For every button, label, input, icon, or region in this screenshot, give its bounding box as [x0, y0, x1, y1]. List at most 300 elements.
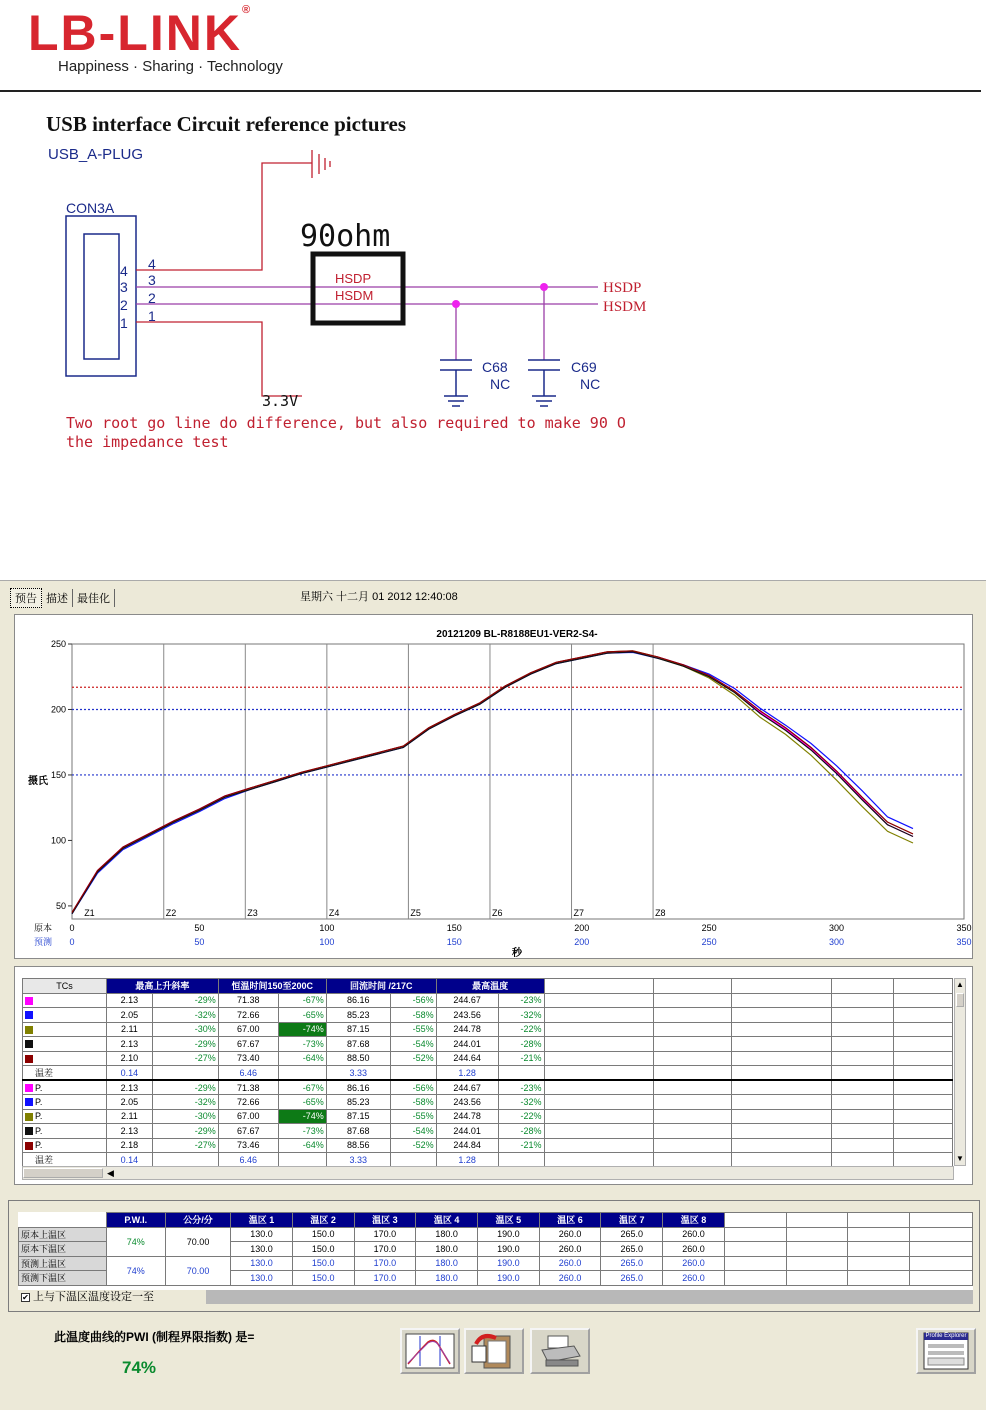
stats-empty-cell	[832, 1008, 894, 1023]
stats-cell: -54%	[390, 1037, 436, 1052]
stats-vscrollbar[interactable]	[954, 978, 966, 1166]
stats-row[interactable]	[23, 1051, 953, 1066]
zone-empty-cell	[910, 1242, 973, 1257]
stats-row[interactable]	[23, 1080, 953, 1095]
stats-cell: 2.13	[106, 1080, 152, 1095]
zone-row-label: 原本上温区	[19, 1227, 107, 1242]
stats-empty-cell	[893, 1124, 952, 1139]
c69-capacitor	[528, 360, 560, 406]
print-button[interactable]	[530, 1328, 590, 1374]
stats-cell: -74%	[278, 1109, 326, 1124]
stats-empty-cell	[732, 1022, 832, 1037]
zone-temp-cell[interactable]: 190.0	[477, 1271, 539, 1286]
zone-temp-cell[interactable]: 190.0	[477, 1242, 539, 1257]
pin-num-3: 3	[120, 279, 128, 295]
zone-empty-cell	[786, 1256, 848, 1271]
zone-header-3: 温区 1	[231, 1213, 293, 1228]
stats-row-label-cell	[23, 1022, 107, 1037]
stats-empty-cell	[893, 993, 952, 1008]
stats-cell: -27%	[152, 1138, 218, 1153]
stats-header-3: 回流时间 /217C	[326, 979, 436, 994]
stats-cell	[390, 1066, 436, 1081]
stats-cell: 6.46	[218, 1066, 278, 1081]
series-swatch	[25, 1127, 33, 1135]
stats-empty-cell	[544, 1051, 654, 1066]
stats-empty-cell	[654, 1153, 732, 1167]
stats-empty-cell	[732, 1008, 832, 1023]
stats-cell	[152, 1066, 218, 1081]
zone-temp-cell[interactable]: 190.0	[477, 1227, 539, 1242]
series-swatch	[25, 1142, 33, 1150]
pwi-value: 74%	[122, 1358, 157, 1377]
stats-row[interactable]	[23, 1066, 953, 1081]
stats-row[interactable]	[23, 1138, 953, 1153]
x-tick-label: 150	[446, 923, 462, 933]
stats-header-2: 恒温时间150至200C	[218, 979, 326, 994]
stats-row-label: P.	[35, 1096, 43, 1107]
pwi-caption: 此温度曲线的PWI (制程界限指数) 是=	[54, 1330, 255, 1344]
profile-explorer-label: Profile Explorer	[925, 1333, 967, 1339]
stats-cell: 67.00	[218, 1109, 278, 1124]
stats-empty-cell	[832, 1124, 894, 1139]
zone-option-bar	[18, 1290, 973, 1304]
zone-temp-cell[interactable]: 180.0	[416, 1227, 478, 1242]
stats-cell: 86.16	[326, 1080, 390, 1095]
tagline: Happiness · Sharing · Technology	[58, 58, 283, 75]
circuit-title: USB interface Circuit reference pictures	[46, 112, 407, 136]
stats-empty-cell	[544, 1109, 654, 1124]
zone-temp-cell[interactable]: 150.0	[292, 1242, 354, 1257]
stats-empty-cell	[732, 1138, 832, 1153]
x-tick-label: 50	[194, 923, 205, 933]
stats-cell: -64%	[278, 1138, 326, 1153]
stats-empty-cell	[832, 1080, 894, 1095]
box-hsdp: HSDP	[335, 271, 372, 286]
zone-pwi: 74%	[106, 1256, 165, 1285]
hscroll-thumb[interactable]	[23, 1168, 103, 1178]
x-tick-label-predicted: 350	[956, 937, 972, 947]
stats-empty-cell	[732, 1037, 832, 1052]
stats-cell	[390, 1153, 436, 1167]
series-swatch	[25, 997, 33, 1005]
zone-temp-cell[interactable]: 170.0	[354, 1271, 416, 1286]
zone-temp-cell[interactable]: 130.0	[231, 1227, 293, 1242]
zone-header-4: 温区 2	[292, 1213, 354, 1228]
stats-cell: 244.67	[436, 1080, 498, 1095]
stats-row-label: P.	[35, 1140, 43, 1151]
stats-empty-cell	[654, 1095, 732, 1110]
stats-empty-cell	[893, 1008, 952, 1023]
zone-temp-cell[interactable]: 190.0	[477, 1256, 539, 1271]
zone-temp-cell[interactable]: 130.0	[231, 1256, 293, 1271]
zone-label: Z8	[655, 908, 666, 918]
profile-graph-button[interactable]	[400, 1328, 460, 1374]
stats-cell: 72.66	[218, 1095, 278, 1110]
stats-cell: 1.28	[436, 1066, 498, 1081]
stats-cell: 67.00	[218, 1022, 278, 1037]
x-tick-label: 0	[69, 923, 75, 933]
stats-cell: -32%	[498, 1008, 544, 1023]
series-swatch	[25, 1113, 33, 1121]
c69-junction	[540, 283, 548, 291]
zone-pwi: 74%	[106, 1227, 165, 1256]
stats-row[interactable]	[23, 1153, 953, 1167]
stats-cell: 87.15	[326, 1022, 390, 1037]
stats-empty-cell	[832, 1109, 894, 1124]
stats-empty-cell	[544, 1080, 654, 1095]
zone-temp-cell[interactable]: 150.0	[292, 1227, 354, 1242]
zone-header-empty	[786, 1213, 848, 1228]
c68-capacitor	[440, 360, 472, 406]
stats-cell: 2.05	[106, 1008, 152, 1023]
stats-cell: -55%	[390, 1109, 436, 1124]
plot-area	[72, 644, 964, 919]
stats-cell: -22%	[498, 1022, 544, 1037]
zone-empty-cell	[724, 1256, 786, 1271]
header-divider	[0, 90, 981, 92]
stats-empty-cell	[544, 1066, 654, 1081]
stats-row-label: P.	[35, 1125, 43, 1136]
zone-label: Z3	[247, 908, 258, 918]
stats-empty-cell	[893, 1080, 952, 1095]
zone-temp-cell[interactable]: 180.0	[416, 1256, 478, 1271]
stats-empty-cell	[654, 1138, 732, 1153]
stats-row-label-cell	[23, 1153, 107, 1167]
stats-empty-cell	[544, 993, 654, 1008]
stats-cell: 2.05	[106, 1095, 152, 1110]
series-swatch	[25, 1055, 33, 1063]
x-tick-label-predicted: 250	[701, 937, 717, 947]
zone-temp-cell[interactable]: 130.0	[231, 1242, 293, 1257]
stats-row[interactable]	[23, 1124, 953, 1139]
clipboard-report-icon	[466, 1330, 522, 1372]
x-tick-label: 100	[319, 923, 335, 933]
stats-header-empty	[654, 979, 732, 994]
stats-empty-cell	[832, 1138, 894, 1153]
stats-cell: -56%	[390, 1080, 436, 1095]
stats-cell	[152, 1153, 218, 1167]
stats-empty-cell	[893, 1109, 952, 1124]
checkmark-icon[interactable]: ✔	[22, 1293, 29, 1302]
zone-empty-cell	[848, 1271, 910, 1286]
series-swatch	[25, 1011, 33, 1019]
zone-temp-cell[interactable]: 260.0	[539, 1227, 601, 1242]
zone-temp-cell[interactable]: 260.0	[539, 1256, 601, 1271]
stats-empty-cell	[654, 1080, 732, 1095]
stats-empty-cell	[654, 1008, 732, 1023]
zone-row[interactable]	[19, 1227, 973, 1242]
stats-empty-cell	[832, 1095, 894, 1110]
stats-row[interactable]	[23, 1095, 953, 1110]
zone-temp-cell[interactable]: 260.0	[663, 1271, 725, 1286]
stats-cell: -32%	[152, 1008, 218, 1023]
stats-row-label-cell	[23, 1051, 107, 1066]
stats-row-label-cell	[23, 1080, 107, 1095]
stats-cell: -32%	[498, 1095, 544, 1110]
c68-junction	[452, 300, 460, 308]
zone-temp-cell[interactable]: 170.0	[354, 1242, 416, 1257]
stats-cell: -65%	[278, 1095, 326, 1110]
stats-row-label-cell	[23, 1008, 107, 1023]
zone-label: Z5	[410, 908, 421, 918]
x-tick-label: 300	[829, 923, 845, 933]
zone-empty-cell	[724, 1227, 786, 1242]
pin-label-1: 1	[148, 308, 156, 324]
stats-cell: 1.28	[436, 1153, 498, 1167]
zone-table	[18, 1212, 973, 1286]
x-tick-label: 250	[701, 923, 717, 933]
stats-empty-cell	[654, 993, 732, 1008]
x-axis-label: 秒	[512, 948, 522, 959]
c69-ref: C69	[571, 359, 597, 375]
stats-empty-cell	[654, 1051, 732, 1066]
zone-header-8: 温区 6	[539, 1213, 601, 1228]
stats-cell: -74%	[278, 1022, 326, 1037]
impedance-label: 90ohm	[300, 219, 391, 254]
tab-bar	[10, 588, 115, 608]
zone-temp-cell[interactable]: 265.0	[601, 1256, 663, 1271]
stats-cell: -64%	[278, 1051, 326, 1066]
stats-empty-cell	[893, 1095, 952, 1110]
scroll-down-arrow-icon[interactable]: ▼	[956, 1154, 964, 1163]
stats-empty-cell	[732, 993, 832, 1008]
stats-cell: 71.38	[218, 993, 278, 1008]
stats-row-label: 温差	[35, 1068, 54, 1078]
zone-header-empty	[910, 1213, 973, 1228]
stats-cell: 85.23	[326, 1008, 390, 1023]
x-tick-label-predicted: 100	[319, 937, 335, 947]
stats-cell: -29%	[152, 993, 218, 1008]
zone-temp-cell[interactable]: 180.0	[416, 1242, 478, 1257]
stats-cell: -58%	[390, 1008, 436, 1023]
stats-cell: -28%	[498, 1124, 544, 1139]
tab-optimize[interactable]: 最佳化	[73, 589, 115, 607]
zone-speed[interactable]: 70.00	[166, 1227, 231, 1256]
zone-empty-cell	[786, 1271, 848, 1286]
pin-label-4: 4	[148, 256, 156, 272]
stats-header-empty	[832, 979, 894, 994]
stats-empty-cell	[544, 1095, 654, 1110]
stats-header-1: 最高上升斜率	[106, 979, 218, 994]
sync-zones-label: 上与下温区温度设定一至	[33, 1291, 154, 1303]
series-swatch	[25, 1040, 33, 1048]
zone-temp-cell[interactable]: 260.0	[539, 1271, 601, 1286]
stats-empty-cell	[544, 1008, 654, 1023]
zone-temp-cell[interactable]: 260.0	[663, 1256, 725, 1271]
zone-empty-cell	[848, 1256, 910, 1271]
scroll-left-arrow-icon[interactable]: ◀	[107, 1168, 114, 1178]
zone-label: Z7	[573, 908, 585, 918]
zone-header-empty	[724, 1213, 786, 1228]
stats-empty-cell	[893, 1022, 952, 1037]
stats-table	[22, 978, 953, 1166]
stats-cell: -67%	[278, 993, 326, 1008]
zone-row-label: 预测下温区	[19, 1271, 107, 1286]
zone-temp-cell[interactable]: 180.0	[416, 1271, 478, 1286]
stats-cell: 87.68	[326, 1124, 390, 1139]
x-tick-label-predicted: 0	[69, 937, 75, 947]
stats-cell: 2.13	[106, 993, 152, 1008]
stats-row[interactable]	[23, 1109, 953, 1124]
stats-cell: -73%	[278, 1124, 326, 1139]
profile-graph-icon	[402, 1330, 458, 1372]
stats-cell: 3.33	[326, 1066, 390, 1081]
zone-label: Z6	[491, 908, 503, 918]
tab-preview[interactable]: 预告	[10, 588, 42, 608]
stats-header-empty	[544, 979, 654, 994]
stats-header-empty	[893, 979, 952, 994]
stats-cell: 73.46	[218, 1138, 278, 1153]
stats-cell: 87.15	[326, 1109, 390, 1124]
zone-empty-cell	[848, 1242, 910, 1257]
box-hsdm: HSDM	[335, 288, 374, 303]
y-tick-label: 150	[50, 769, 66, 780]
stats-empty-cell	[832, 1037, 894, 1052]
printer-icon	[532, 1330, 588, 1372]
stats-cell: 2.13	[106, 1124, 152, 1139]
y-axis-label: 摄氏	[28, 776, 48, 787]
zone-empty-cell	[724, 1242, 786, 1257]
zone-row[interactable]	[19, 1256, 973, 1271]
zone-temp-cell[interactable]: 150.0	[292, 1271, 354, 1286]
stats-cell: 2.10	[106, 1051, 152, 1066]
stats-empty-cell	[544, 1138, 654, 1153]
stats-cell: 244.78	[436, 1109, 498, 1124]
stats-cell: 0.14	[106, 1153, 152, 1167]
chart-title: 20121209 BL-R8188EU1-VER2-S4-	[436, 629, 598, 640]
zone-label: Z2	[165, 908, 177, 918]
stats-cell: 2.11	[106, 1022, 152, 1037]
stats-row[interactable]	[23, 1022, 953, 1037]
stats-empty-cell	[832, 1153, 894, 1167]
stats-row-label: P.	[35, 1082, 43, 1093]
zone-speed[interactable]: 70.00	[166, 1256, 231, 1285]
c69-value: NC	[580, 376, 601, 392]
scroll-thumb[interactable]	[956, 993, 964, 1007]
x-tick-label-predicted: 150	[446, 937, 462, 947]
stats-header-4: 最高温度	[436, 979, 544, 994]
stats-cell: 67.67	[218, 1037, 278, 1052]
zone-header-2: 公分/分	[166, 1213, 231, 1228]
stats-empty-cell	[654, 1022, 732, 1037]
zone-header-10: 温区 8	[663, 1213, 725, 1228]
scroll-up-arrow-icon[interactable]: ▲	[956, 980, 964, 989]
stats-empty-cell	[732, 1080, 832, 1095]
stats-empty-cell	[832, 1051, 894, 1066]
stats-cell: -29%	[152, 1124, 218, 1139]
stats-empty-cell	[893, 1037, 952, 1052]
stats-cell: 244.01	[436, 1037, 498, 1052]
zone-temp-cell[interactable]: 260.0	[663, 1242, 725, 1257]
stats-cell: -65%	[278, 1008, 326, 1023]
stats-row-label-cell	[23, 1066, 107, 1081]
stats-cell: -30%	[152, 1109, 218, 1124]
stats-cell: -27%	[152, 1051, 218, 1066]
stats-row[interactable]	[23, 993, 953, 1008]
zone-temp-cell[interactable]: 265.0	[601, 1242, 663, 1257]
zone-temp-cell[interactable]: 260.0	[539, 1242, 601, 1257]
zone-temp-cell[interactable]: 265.0	[601, 1227, 663, 1242]
stats-empty-cell	[654, 1124, 732, 1139]
zone-header-empty	[848, 1213, 910, 1228]
zone-label: Z4	[328, 908, 340, 918]
stats-cell: -52%	[390, 1138, 436, 1153]
stats-empty-cell	[544, 1124, 654, 1139]
zone-empty-cell	[910, 1256, 973, 1271]
export-report-button[interactable]	[464, 1328, 524, 1374]
stats-cell: -29%	[152, 1080, 218, 1095]
stats-hscrollbar[interactable]	[22, 1166, 954, 1180]
stats-empty-cell	[732, 1124, 832, 1139]
stats-cell: 2.13	[106, 1037, 152, 1052]
stats-empty-cell	[732, 1051, 832, 1066]
stats-cell: -55%	[390, 1022, 436, 1037]
stats-row-label-cell	[23, 1109, 107, 1124]
x-tick-label-predicted: 200	[574, 937, 590, 947]
stats-cell: 3.33	[326, 1153, 390, 1167]
stats-empty-cell	[732, 1066, 832, 1081]
stats-empty-cell	[544, 1022, 654, 1037]
pin-num-4: 4	[120, 263, 128, 279]
zone-empty-cell	[724, 1271, 786, 1286]
stats-row-label: P.	[35, 1111, 43, 1122]
y-tick-label: 250	[50, 639, 66, 649]
profile-explorer-button[interactable]	[916, 1328, 976, 1374]
zone-temp-cell[interactable]: 170.0	[354, 1227, 416, 1242]
stats-cell: -21%	[498, 1138, 544, 1153]
zone-temp-cell[interactable]: 265.0	[601, 1271, 663, 1286]
zone-temp-cell[interactable]: 150.0	[292, 1256, 354, 1271]
stats-row-label-cell	[23, 1124, 107, 1139]
zone-row-label: 原本下温区	[19, 1242, 107, 1257]
vcc-wire	[136, 322, 302, 396]
tab-describe[interactable]: 描述	[42, 589, 73, 607]
stats-cell: -67%	[278, 1080, 326, 1095]
stats-cell: 243.56	[436, 1008, 498, 1023]
series-swatch	[25, 1026, 33, 1034]
zone-empty-cell	[910, 1271, 973, 1286]
stats-empty-cell	[654, 1037, 732, 1052]
stats-cell: 244.84	[436, 1138, 498, 1153]
stats-cell: -73%	[278, 1037, 326, 1052]
sync-zones-option[interactable]	[18, 1290, 206, 1304]
zone-header-7: 温区 5	[477, 1213, 539, 1228]
stats-header-empty	[732, 979, 832, 994]
ground-wire	[136, 163, 312, 270]
stats-empty-cell	[832, 1022, 894, 1037]
stats-empty-cell	[732, 1095, 832, 1110]
zone-temp-cell[interactable]: 170.0	[354, 1256, 416, 1271]
y-tick-label: 100	[50, 835, 66, 846]
stats-empty-cell	[893, 1138, 952, 1153]
stats-row[interactable]	[23, 1008, 953, 1023]
stats-empty-cell	[654, 1066, 732, 1081]
ground-symbol	[312, 150, 330, 178]
usb-plug-label: USB_A-PLUG	[48, 146, 144, 163]
stats-row[interactable]	[23, 1037, 953, 1052]
zone-temp-cell[interactable]: 260.0	[663, 1227, 725, 1242]
stats-cell: 244.64	[436, 1051, 498, 1066]
stats-empty-cell	[732, 1153, 832, 1167]
stats-cell: 87.68	[326, 1037, 390, 1052]
stats-empty-cell	[893, 1051, 952, 1066]
connector-inner	[84, 234, 119, 359]
zone-empty-cell	[786, 1227, 848, 1242]
stats-cell: -21%	[498, 1051, 544, 1066]
zone-header-1: P.W.I.	[106, 1213, 165, 1228]
zone-temp-cell[interactable]: 130.0	[231, 1271, 293, 1286]
stats-row-label-cell	[23, 1095, 107, 1110]
